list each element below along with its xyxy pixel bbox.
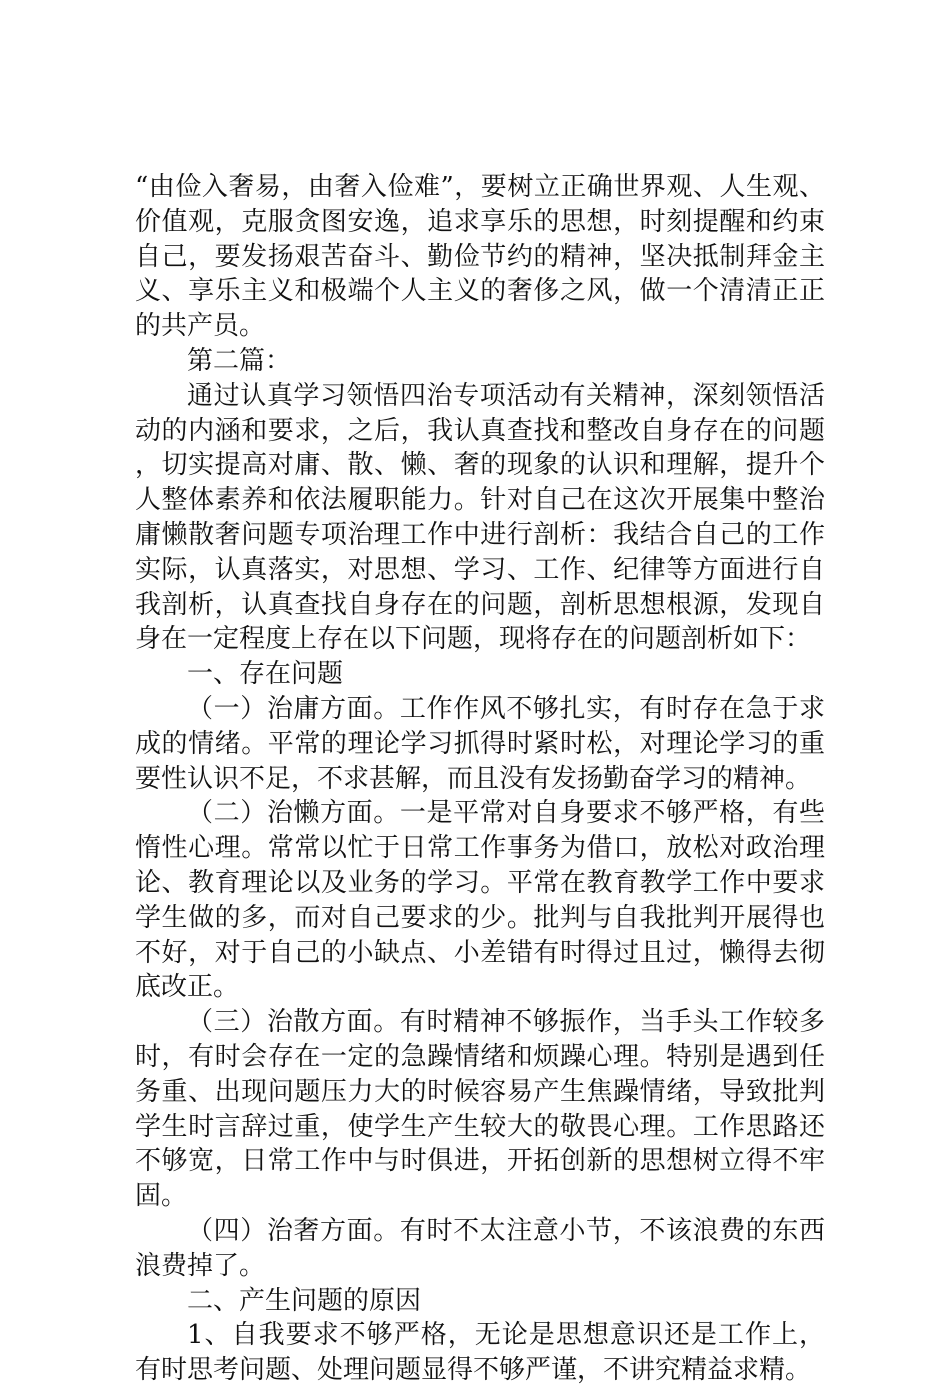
paragraph-cause-one: 1、自我要求不够严格，无论是思想意识还是工作上，有时思考问题、处理问题显得不够严谨，不讲究精益求精。 [135,1320,825,1386]
heading-causes: 二、产生问题的原因 [187,1285,422,1316]
paragraph-overview: 通过认真学习领悟四治专项活动有关精神，深刻领悟活动的内涵和要求，之后，我认真查找和整改自身存在的问题，切实提高对庸、散、懒、奢的现象的认识和理解，提升个人整体素养和依法履职能力。针对自己在这次开展集中整治庸懒散奢问题专项治理工作中进行剖析：我结合自己的工作实际，认真落实，对思想、学习、工作、纪律等方面进行自我剖析，认真查找自身存在的问题，剖析思想根源，发现自身在一定程度上存在以下问题，现将存在的问题剖析如下： [135,380,825,655]
paragraph-intro-continuation: “由俭入奢易，由奢入俭难”，要树立正确世界观、人生观、价值观，克服贪图安逸，追求享乐的思想，时刻提醒和约束自己，要发扬艰苦奋斗、勤俭节约的精神，坚决抵制拜金主义、享乐主义和极端个人主义的奢侈之风，做一个清清正正的共产员。 [135,172,825,342]
paragraph-mediocrity: （一）治庸方面。工作作风不够扎实，有时存在急于求成的情绪。平常的理论学习抓得时紧时松，对理论学习的重要性认识不足，不求甚解，而且没有发扬勤奋学习的精神。 [135,693,825,794]
heading-existing-problems: 一、存在问题 [187,659,344,690]
paragraph-laxity: （三）治散方面。有时精神不够振作，当手头工作较多时，有时会存在一定的急躁情绪和烦躁心理。特别是遇到任务重、出现问题压力大的时候容易产生焦躁情绪，导致批判学生时言辞过重，使学生产生较大的敬畏心理。工作思路还不够宽，日常工作中与时俱进，开拓创新的思想树立得不牢固。 [135,1007,825,1212]
document-body [135,170,825,1388]
section-heading-part-two: 第二篇： [187,345,292,376]
paragraph-extravagance: （四）治奢方面。有时不太注意小节，不该浪费的东西浪费掉了。 [135,1215,825,1281]
paragraph-laziness: （二）治懒方面。一是平常对自身要求不够严格，有些惰性心理。常常以忙于日常工作事务为借口，放松对政治理论、教育理论以及业务的学习。平常在教育教学工作中要求学生做的多，而对自己要求的少。批判与自我批判开展得也不好，对于自己的小缺点、小差错有时得过且过，懒得去彻底改正。 [135,798,825,1003]
